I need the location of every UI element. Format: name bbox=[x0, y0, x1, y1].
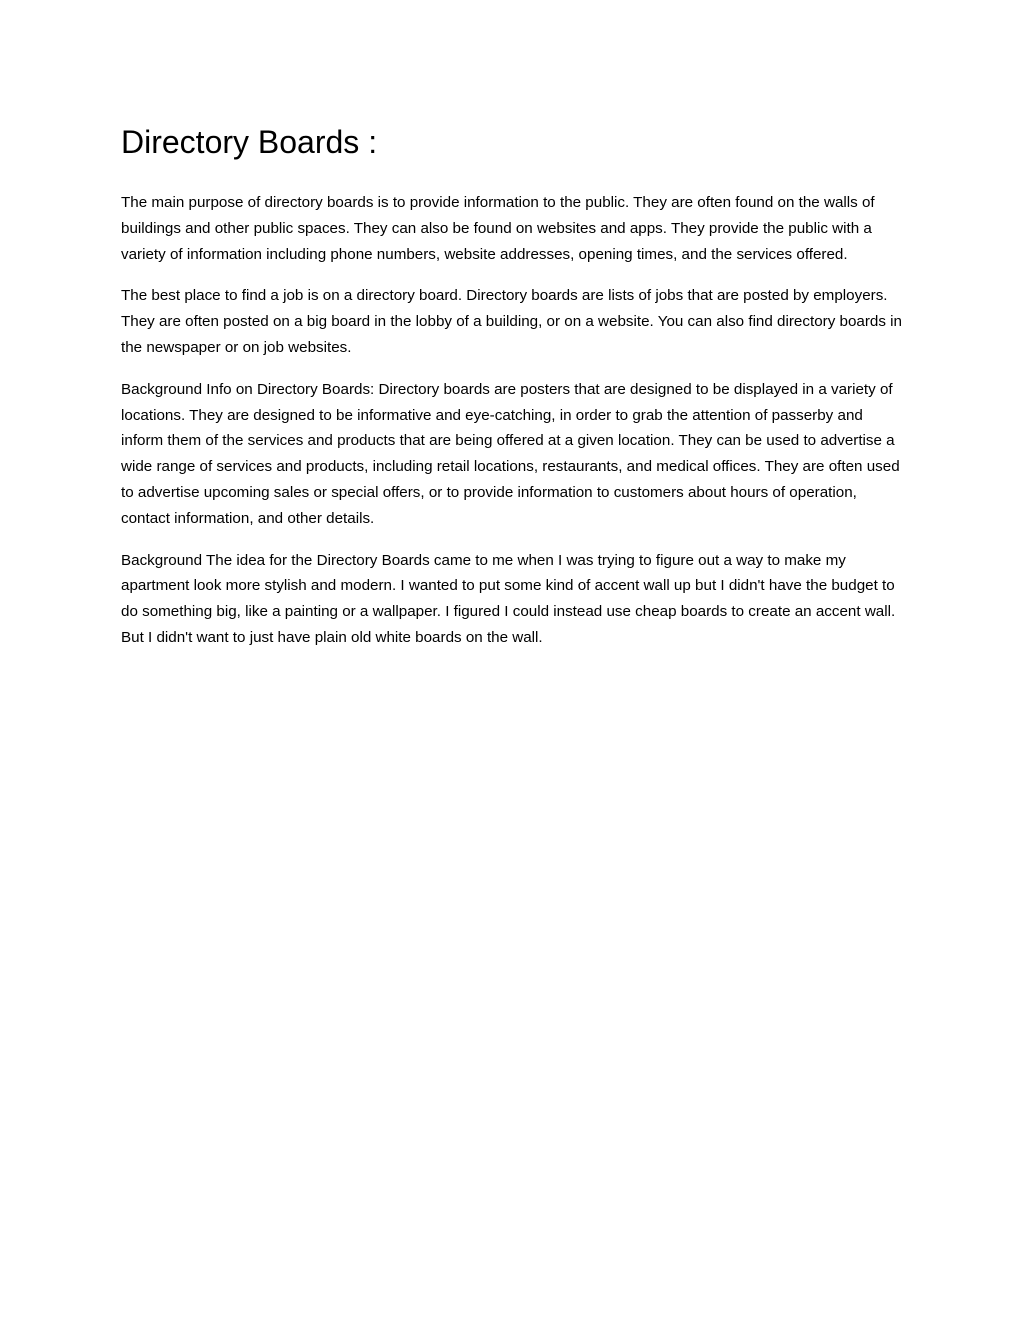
paragraph-background-info: Background Info on Directory Boards: Directory boards are posters that are designed to be displayed in a variety of locations. They are designed to be informative and eye-catching, in order to grab the attention of passerby and inform them of the services and products that are being offered at a given location. They can be used to advertise a wide range of services and products, including retail locations, restaurants, and medical offices. They are often used to advertise upcoming sales or special offers, or to provide information to customers about hours of operation, contact information, and other details. bbox=[121, 380, 900, 527]
paragraph-background-idea: Background The idea for the Directory Boards came to me when I was trying to figure out a way to make my apartment look more stylish and modern. I wanted to put some kind of accent wall up but I didn't have the budget to do something big, like a painting or a wallpaper. I figured I could instead use cheap boards to create an accent wall. But I didn't want to just have plain old white boards on the wall. bbox=[121, 551, 896, 646]
paragraph-purpose: The main purpose of directory boards is to provide information to the public. They are often found on the walls of buildings and other public spaces. They can also be found on websites and apps. They provide the public with a variety of information including phone numbers, website addresses, opening times, and the services offered. bbox=[121, 194, 875, 263]
document-title: Directory Boards : bbox=[121, 124, 378, 160]
document-body bbox=[121, 118, 907, 667]
paragraph-jobs: The best place to find a job is on a directory board. Directory boards are lists of jobs that are posted by employers. They are often posted on a big board in the lobby of a building, or on a website. You can also find directory boards in the newspaper or on job websites. bbox=[121, 287, 902, 356]
